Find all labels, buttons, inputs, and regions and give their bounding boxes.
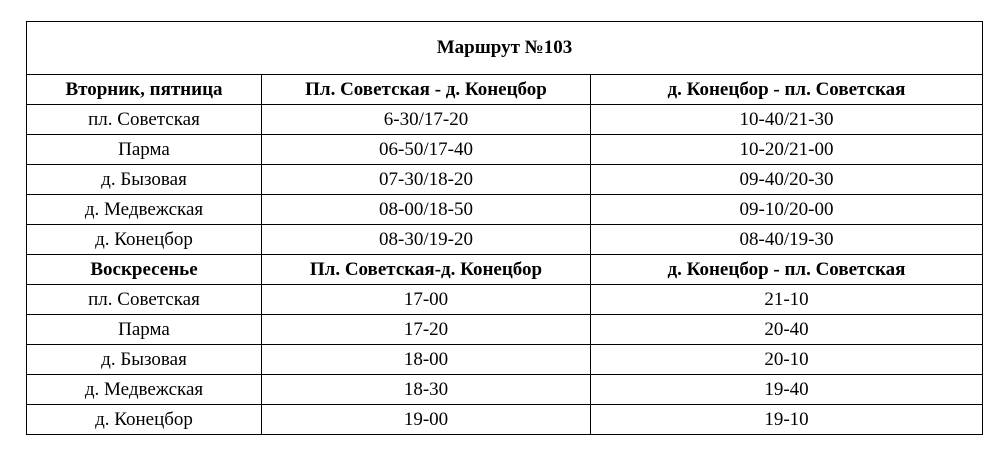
outbound-time-cell: 6-30/17-20 — [262, 105, 591, 135]
stop-cell: пл. Советская — [27, 285, 262, 315]
route-title: Маршрут №103 — [27, 22, 983, 75]
stop-cell: д. Бызовая — [27, 345, 262, 375]
table-row — [27, 135, 983, 165]
outbound-direction-header: Пл. Советская - д. Конецбор — [262, 75, 591, 105]
return-time-cell: 20-40 — [591, 315, 983, 345]
section-header-row — [27, 75, 983, 105]
stop-cell: д. Медвежская — [27, 375, 262, 405]
return-time-cell: 19-10 — [591, 405, 983, 435]
outbound-time-cell: 08-00/18-50 — [262, 195, 591, 225]
stop-cell: д. Бызовая — [27, 165, 262, 195]
stop-cell: д. Конецбор — [27, 225, 262, 255]
table-row — [27, 165, 983, 195]
outbound-time-cell: 07-30/18-20 — [262, 165, 591, 195]
return-direction-header: д. Конецбор - пл. Советская — [591, 75, 983, 105]
stop-cell: Парма — [27, 135, 262, 165]
stop-cell: д. Медвежская — [27, 195, 262, 225]
return-time-cell: 08-40/19-30 — [591, 225, 983, 255]
route-timetable — [26, 21, 983, 435]
table-row — [27, 345, 983, 375]
title-row — [27, 22, 983, 75]
stop-cell: Парма — [27, 315, 262, 345]
outbound-time-cell: 17-20 — [262, 315, 591, 345]
timetable-page — [26, 21, 982, 435]
day-header: Вторник, пятница — [27, 75, 262, 105]
stop-cell: пл. Советская — [27, 105, 262, 135]
outbound-time-cell: 19-00 — [262, 405, 591, 435]
table-row — [27, 225, 983, 255]
table-row — [27, 195, 983, 225]
outbound-time-cell: 08-30/19-20 — [262, 225, 591, 255]
return-time-cell: 09-10/20-00 — [591, 195, 983, 225]
outbound-time-cell: 06-50/17-40 — [262, 135, 591, 165]
outbound-direction-header: Пл. Советская-д. Конецбор — [262, 255, 591, 285]
section-header-row — [27, 255, 983, 285]
return-direction-header: д. Конецбор - пл. Советская — [591, 255, 983, 285]
return-time-cell: 09-40/20-30 — [591, 165, 983, 195]
table-row — [27, 285, 983, 315]
outbound-time-cell: 17-00 — [262, 285, 591, 315]
table-row — [27, 315, 983, 345]
return-time-cell: 19-40 — [591, 375, 983, 405]
return-time-cell: 21-10 — [591, 285, 983, 315]
outbound-time-cell: 18-30 — [262, 375, 591, 405]
table-row — [27, 405, 983, 435]
return-time-cell: 20-10 — [591, 345, 983, 375]
return-time-cell: 10-40/21-30 — [591, 105, 983, 135]
table-row — [27, 105, 983, 135]
table-row — [27, 375, 983, 405]
outbound-time-cell: 18-00 — [262, 345, 591, 375]
day-header: Воскресенье — [27, 255, 262, 285]
return-time-cell: 10-20/21-00 — [591, 135, 983, 165]
stop-cell: д. Конецбор — [27, 405, 262, 435]
